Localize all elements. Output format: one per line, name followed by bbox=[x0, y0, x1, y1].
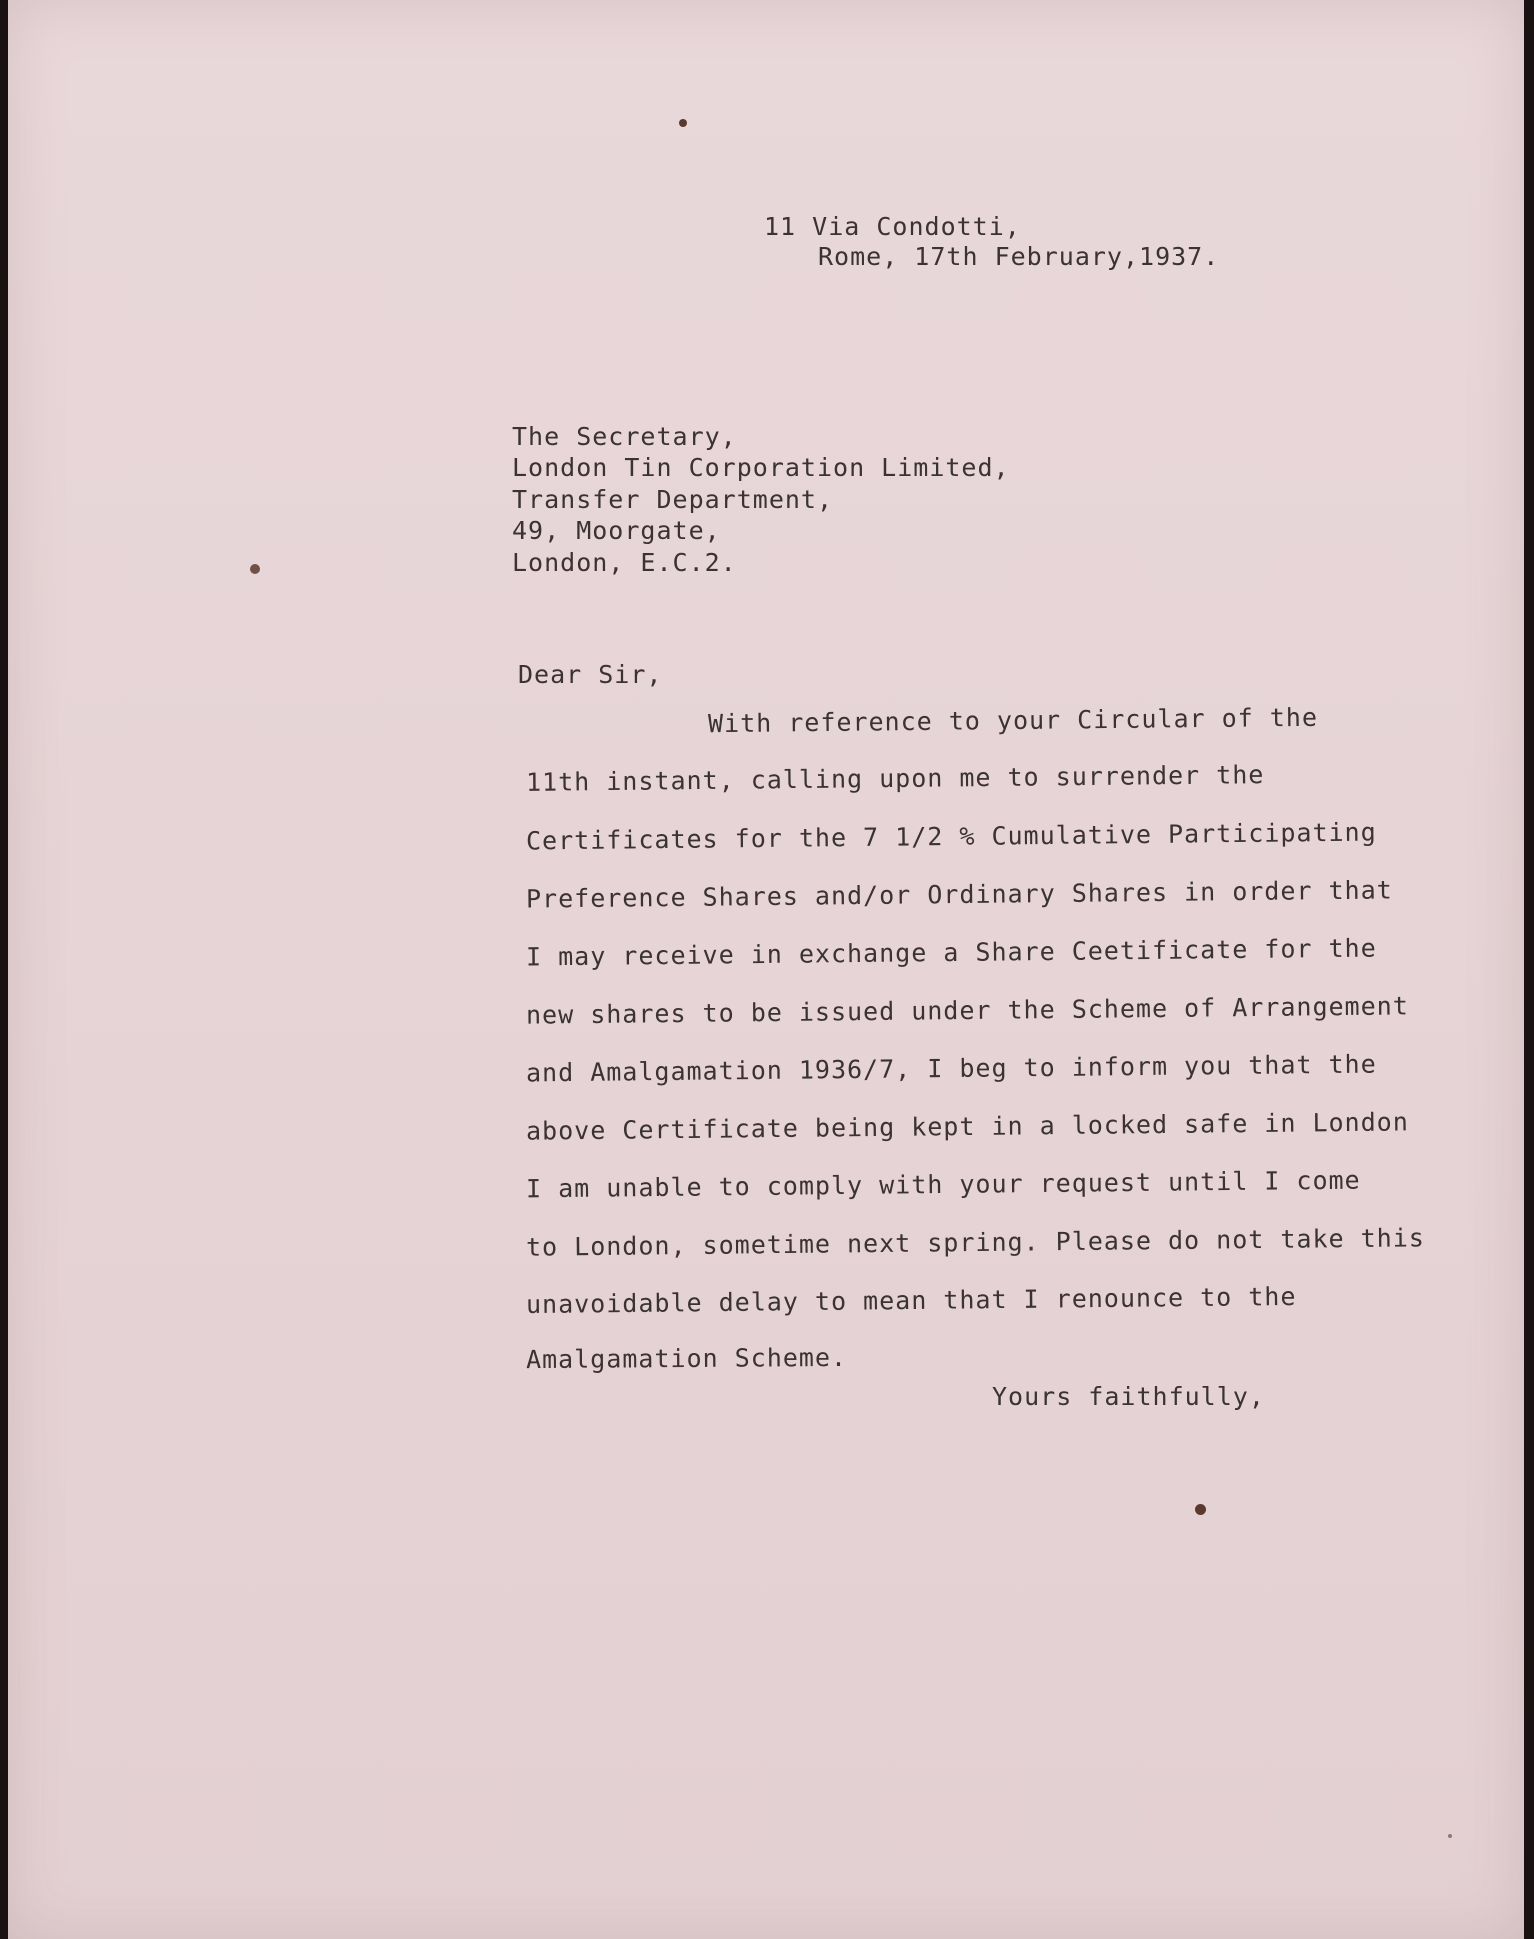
ink-spot bbox=[250, 564, 260, 574]
body-line: I may receive in exchange a Share Ceetificate for the bbox=[525, 933, 1377, 972]
recipient-line: Transfer Department, bbox=[512, 485, 834, 514]
ink-spot bbox=[679, 119, 687, 127]
body-line: 11th instant, calling upon me to surrender the bbox=[525, 760, 1265, 797]
body-line: and Amalgamation 1936/7, I beg to inform you that the bbox=[525, 1049, 1377, 1088]
recipient-line: London, E.C.2. bbox=[512, 548, 737, 577]
sender-address-street: 11 Via Condotti, bbox=[764, 212, 1021, 241]
sender-city-date: Rome, 17th February,1937. bbox=[818, 242, 1220, 271]
recipient-line: The Secretary, bbox=[512, 422, 737, 451]
body-line: to London, sometime next spring. Please do not take this bbox=[525, 1223, 1426, 1262]
closing: Yours faithfully, bbox=[992, 1382, 1265, 1411]
salutation: Dear Sir, bbox=[518, 660, 663, 689]
body-line: above Certificate being kept in a locked safe in London bbox=[525, 1107, 1409, 1146]
recipient-line: 49, Moorgate, bbox=[512, 516, 721, 545]
recipient-line: London Tin Corporation Limited, bbox=[512, 453, 1010, 482]
body-line: I am unable to comply with your request until I come bbox=[525, 1165, 1361, 1204]
body-line: unavoidable delay to mean that I renounce to the bbox=[525, 1281, 1297, 1320]
body-line: With reference to your Circular of the bbox=[707, 702, 1319, 739]
body-line: Certificates for the 7 1/2 % Cumulative Participating bbox=[525, 817, 1377, 856]
body-line: Amalgamation Scheme. bbox=[525, 1342, 848, 1375]
ink-spot bbox=[1195, 1504, 1206, 1515]
letter-page bbox=[8, 0, 1524, 1939]
body-line: Preference Shares and/or Ordinary Shares in order that bbox=[525, 875, 1393, 914]
ink-spot bbox=[1448, 1834, 1452, 1838]
body-line: new shares to be issued under the Scheme of Arrangement bbox=[525, 991, 1409, 1030]
